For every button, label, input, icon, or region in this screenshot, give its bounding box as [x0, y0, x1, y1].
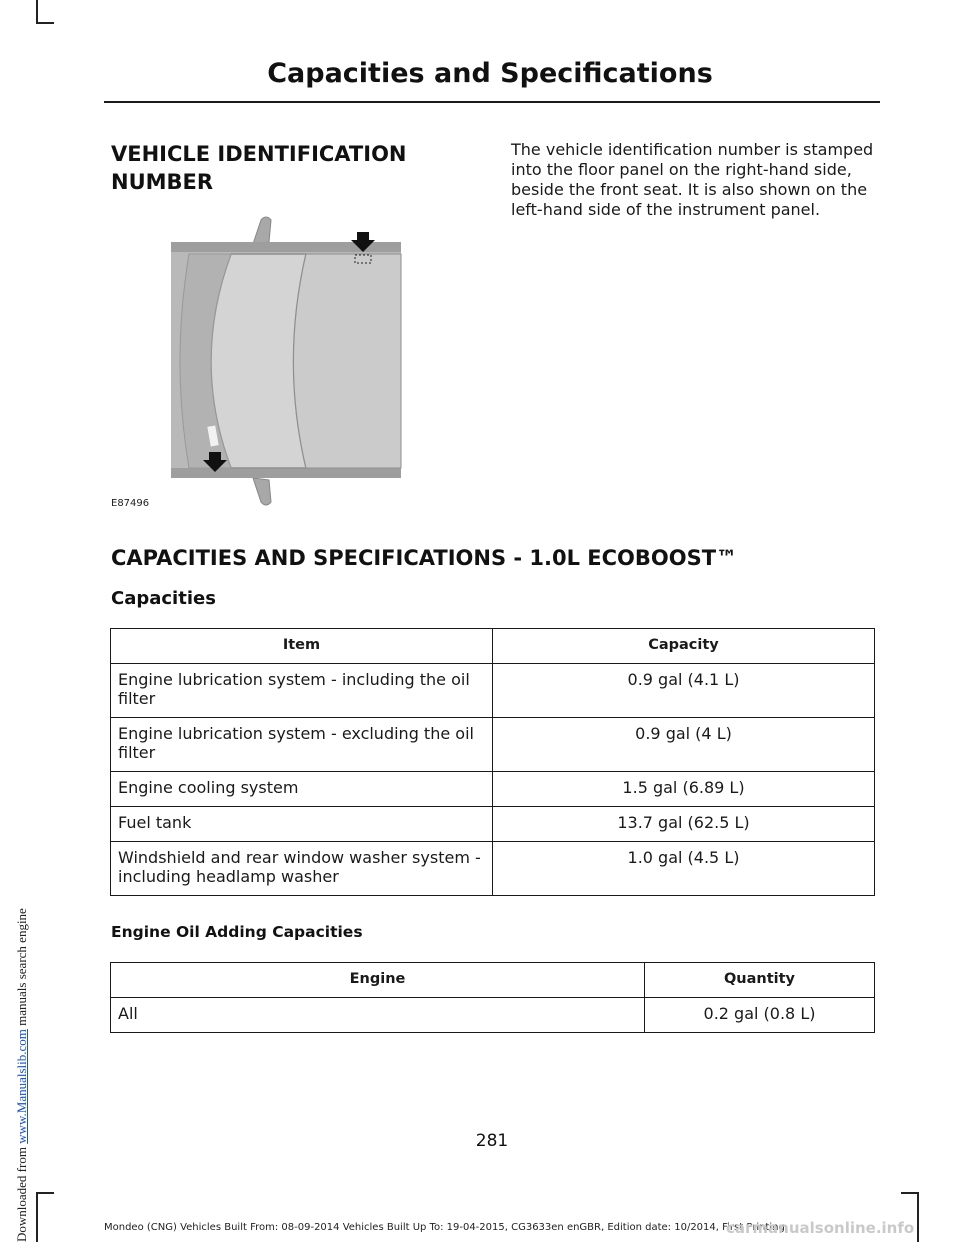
capacity-cell: 1.5 gal (6.89 L) — [493, 772, 875, 807]
engine-oil-adding-heading: Engine Oil Adding Capacities — [111, 923, 363, 941]
table-row — [111, 664, 875, 718]
crop-mark — [917, 1192, 919, 1242]
table-row — [111, 718, 875, 772]
capacities-specifications-heading: CAPACITIES AND SPECIFICATIONS - 1.0L ECOBOOST™ — [111, 546, 738, 570]
watermark: carmanualsonline.info — [726, 1219, 915, 1237]
table-row — [111, 807, 875, 842]
download-suffix: manuals search engine — [14, 908, 29, 1030]
manualslib-link[interactable]: www.Manualslib.com — [14, 1029, 29, 1144]
quantity-cell: 0.2 gal (0.8 L) — [645, 998, 875, 1033]
crop-mark — [36, 1192, 54, 1194]
table-row — [111, 772, 875, 807]
download-prefix: Downloaded from — [14, 1143, 29, 1242]
item-cell: Engine lubrication system - including the oil filter — [111, 664, 493, 718]
vin-paragraph: The vehicle identification number is stamped into the floor panel on the right-hand side, beside the front seat. It is also shown on the left-hand side of the instrument panel. — [511, 140, 874, 219]
capacity-cell: 1.0 gal (4.5 L) — [493, 842, 875, 896]
download-source-note — [14, 908, 30, 1242]
engine-cell: All — [111, 998, 645, 1033]
crop-mark — [36, 0, 38, 24]
table-row — [111, 842, 875, 896]
vin-heading-line2: NUMBER — [111, 170, 214, 194]
column-header-quantity: Quantity — [645, 963, 875, 998]
crop-mark — [901, 1192, 919, 1194]
item-cell: Fuel tank — [111, 807, 493, 842]
capacity-cell: 0.9 gal (4.1 L) — [493, 664, 875, 718]
capacity-cell: 13.7 gal (62.5 L) — [493, 807, 875, 842]
table-header-row — [111, 963, 875, 998]
vehicle-top-view-illustration — [111, 212, 403, 512]
item-cell: Windshield and rear window washer system - including headlamp washer — [111, 842, 493, 896]
crop-mark — [36, 1192, 38, 1242]
column-header-capacity: Capacity — [493, 629, 875, 664]
page-number: 281 — [475, 1131, 509, 1151]
figure-reference-label: E87496 — [111, 498, 150, 509]
capacities-subheading: Capacities — [111, 588, 216, 609]
table-header-row — [111, 629, 875, 664]
capacity-cell: 0.9 gal (4 L) — [493, 718, 875, 772]
item-cell: Engine cooling system — [111, 772, 493, 807]
crop-mark — [36, 22, 54, 24]
engine-oil-table — [110, 962, 875, 1033]
table-row — [111, 998, 875, 1033]
header-rule — [104, 101, 880, 103]
vin-heading-line1: VEHICLE IDENTIFICATION — [111, 142, 407, 166]
page-header-title: Capacities and Specifications — [267, 58, 713, 89]
item-cell: Engine lubrication system - excluding the oil filter — [111, 718, 493, 772]
capacities-table — [110, 628, 875, 896]
footer-edition-info: Mondeo (CNG) Vehicles Built From: 08-09-2014 Vehicles Built Up To: 19-04-2015, CG3633en enGBR, Edition date: 10/2014, First Printing — [104, 1222, 785, 1233]
column-header-item: Item — [111, 629, 493, 664]
column-header-engine: Engine — [111, 963, 645, 998]
